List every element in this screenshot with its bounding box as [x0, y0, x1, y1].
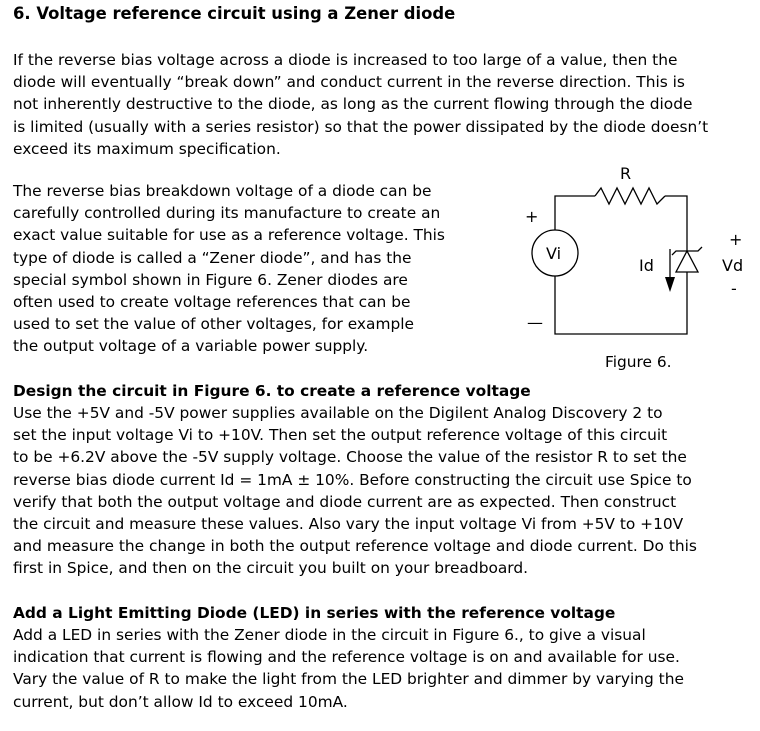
- text-line: the output voltage of a variable power supply.: [13, 337, 369, 356]
- text-line: often used to create voltage references that can be: [13, 293, 411, 312]
- current-label: Id: [639, 256, 654, 275]
- intro-paragraph: [13, 49, 753, 160]
- text-line: and measure the change in both the output reference voltage and diode current. Do this: [13, 537, 697, 556]
- text-line: If the reverse bias voltage across a diode is increased to too large of a value, then the: [13, 51, 678, 69]
- text-line: carefully controlled during its manufacture to create an: [13, 204, 441, 223]
- top-right-wire: [665, 196, 687, 251]
- figure-caption: Figure 6.: [605, 353, 672, 371]
- text-line: The reverse bias breakdown voltage of a diode can be: [13, 182, 432, 200]
- text-line: exceed its maximum specification.: [13, 139, 281, 158]
- text-line: Add a LED in series with the Zener diode in the circuit in Figure 6., to give a visual: [13, 626, 646, 644]
- source-plus-sign: +: [525, 207, 539, 226]
- text-line: exact value suitable for use as a reference voltage. This: [13, 226, 445, 245]
- design-heading: Design the circuit in Figure 6. to create a reference voltage: [13, 382, 531, 400]
- source-label: Vi: [546, 244, 562, 263]
- diode-voltage-label: Vd: [722, 256, 744, 275]
- resistor-symbol: [595, 188, 665, 204]
- text-line: reverse bias diode current Id = 1mA ± 10%. Before constructing the circuit use Spice to: [13, 470, 692, 489]
- text-line: is limited (usually with a series resistor) so that the power dissipated by the diode doesn’t: [13, 117, 709, 136]
- design-paragraph: [13, 402, 758, 580]
- text-line: the circuit and measure these values. Also vary the input voltage Vi from +5V to +10V: [13, 515, 684, 534]
- current-arrow-icon: [665, 277, 675, 292]
- top-left-wire: [555, 196, 595, 230]
- zener-circuit-diagram: [515, 158, 755, 358]
- text-line: set the input voltage Vi to +10V. Then set the output reference voltage of this circuit: [13, 426, 668, 445]
- text-line: type of diode is called a “Zener diode”, and has the: [13, 248, 412, 267]
- text-line: diode will eventually “break down” and conduct current in the reverse direction. This is: [13, 73, 685, 92]
- text-line: first in Spice, and then on the circuit you built on your breadboard.: [13, 559, 529, 578]
- source-minus-sign: —: [527, 313, 543, 332]
- text-line: not inherently destructive to the diode, as long as the current flowing through the diode: [13, 95, 693, 114]
- led-paragraph: [13, 624, 758, 713]
- text-line: indication that current is flowing and the reference voltage is on and available for use.: [13, 648, 680, 667]
- zener-diode-symbol: [676, 251, 698, 272]
- text-line: Vary the value of R to make the light from the LED brighter and dimmer by varying the: [13, 670, 684, 689]
- led-heading: Add a Light Emitting Diode (LED) in series with the reference voltage: [13, 604, 616, 622]
- text-line: Use the +5V and -5V power supplies available on the Digilent Analog Discovery 2 to: [13, 404, 663, 422]
- circuit-figure: [515, 158, 755, 378]
- text-line: used to set the value of other voltages, for example: [13, 315, 414, 334]
- resistor-label: R: [620, 164, 632, 183]
- section-title: 6. Voltage reference circuit using a Zener diode: [13, 4, 456, 23]
- diode-minus-sign: -: [731, 279, 737, 298]
- text-line: special symbol shown in Figure 6. Zener diodes are: [13, 270, 408, 289]
- zener-paragraph: [13, 180, 483, 358]
- text-line: verify that both the output voltage and diode current are as expected. Then construct: [13, 492, 677, 511]
- text-line: to be +6.2V above the -5V supply voltage. Choose the value of the resistor R to set the: [13, 448, 687, 467]
- text-line: current, but don’t allow Id to exceed 10mA.: [13, 692, 348, 711]
- diode-plus-sign: +: [729, 230, 743, 249]
